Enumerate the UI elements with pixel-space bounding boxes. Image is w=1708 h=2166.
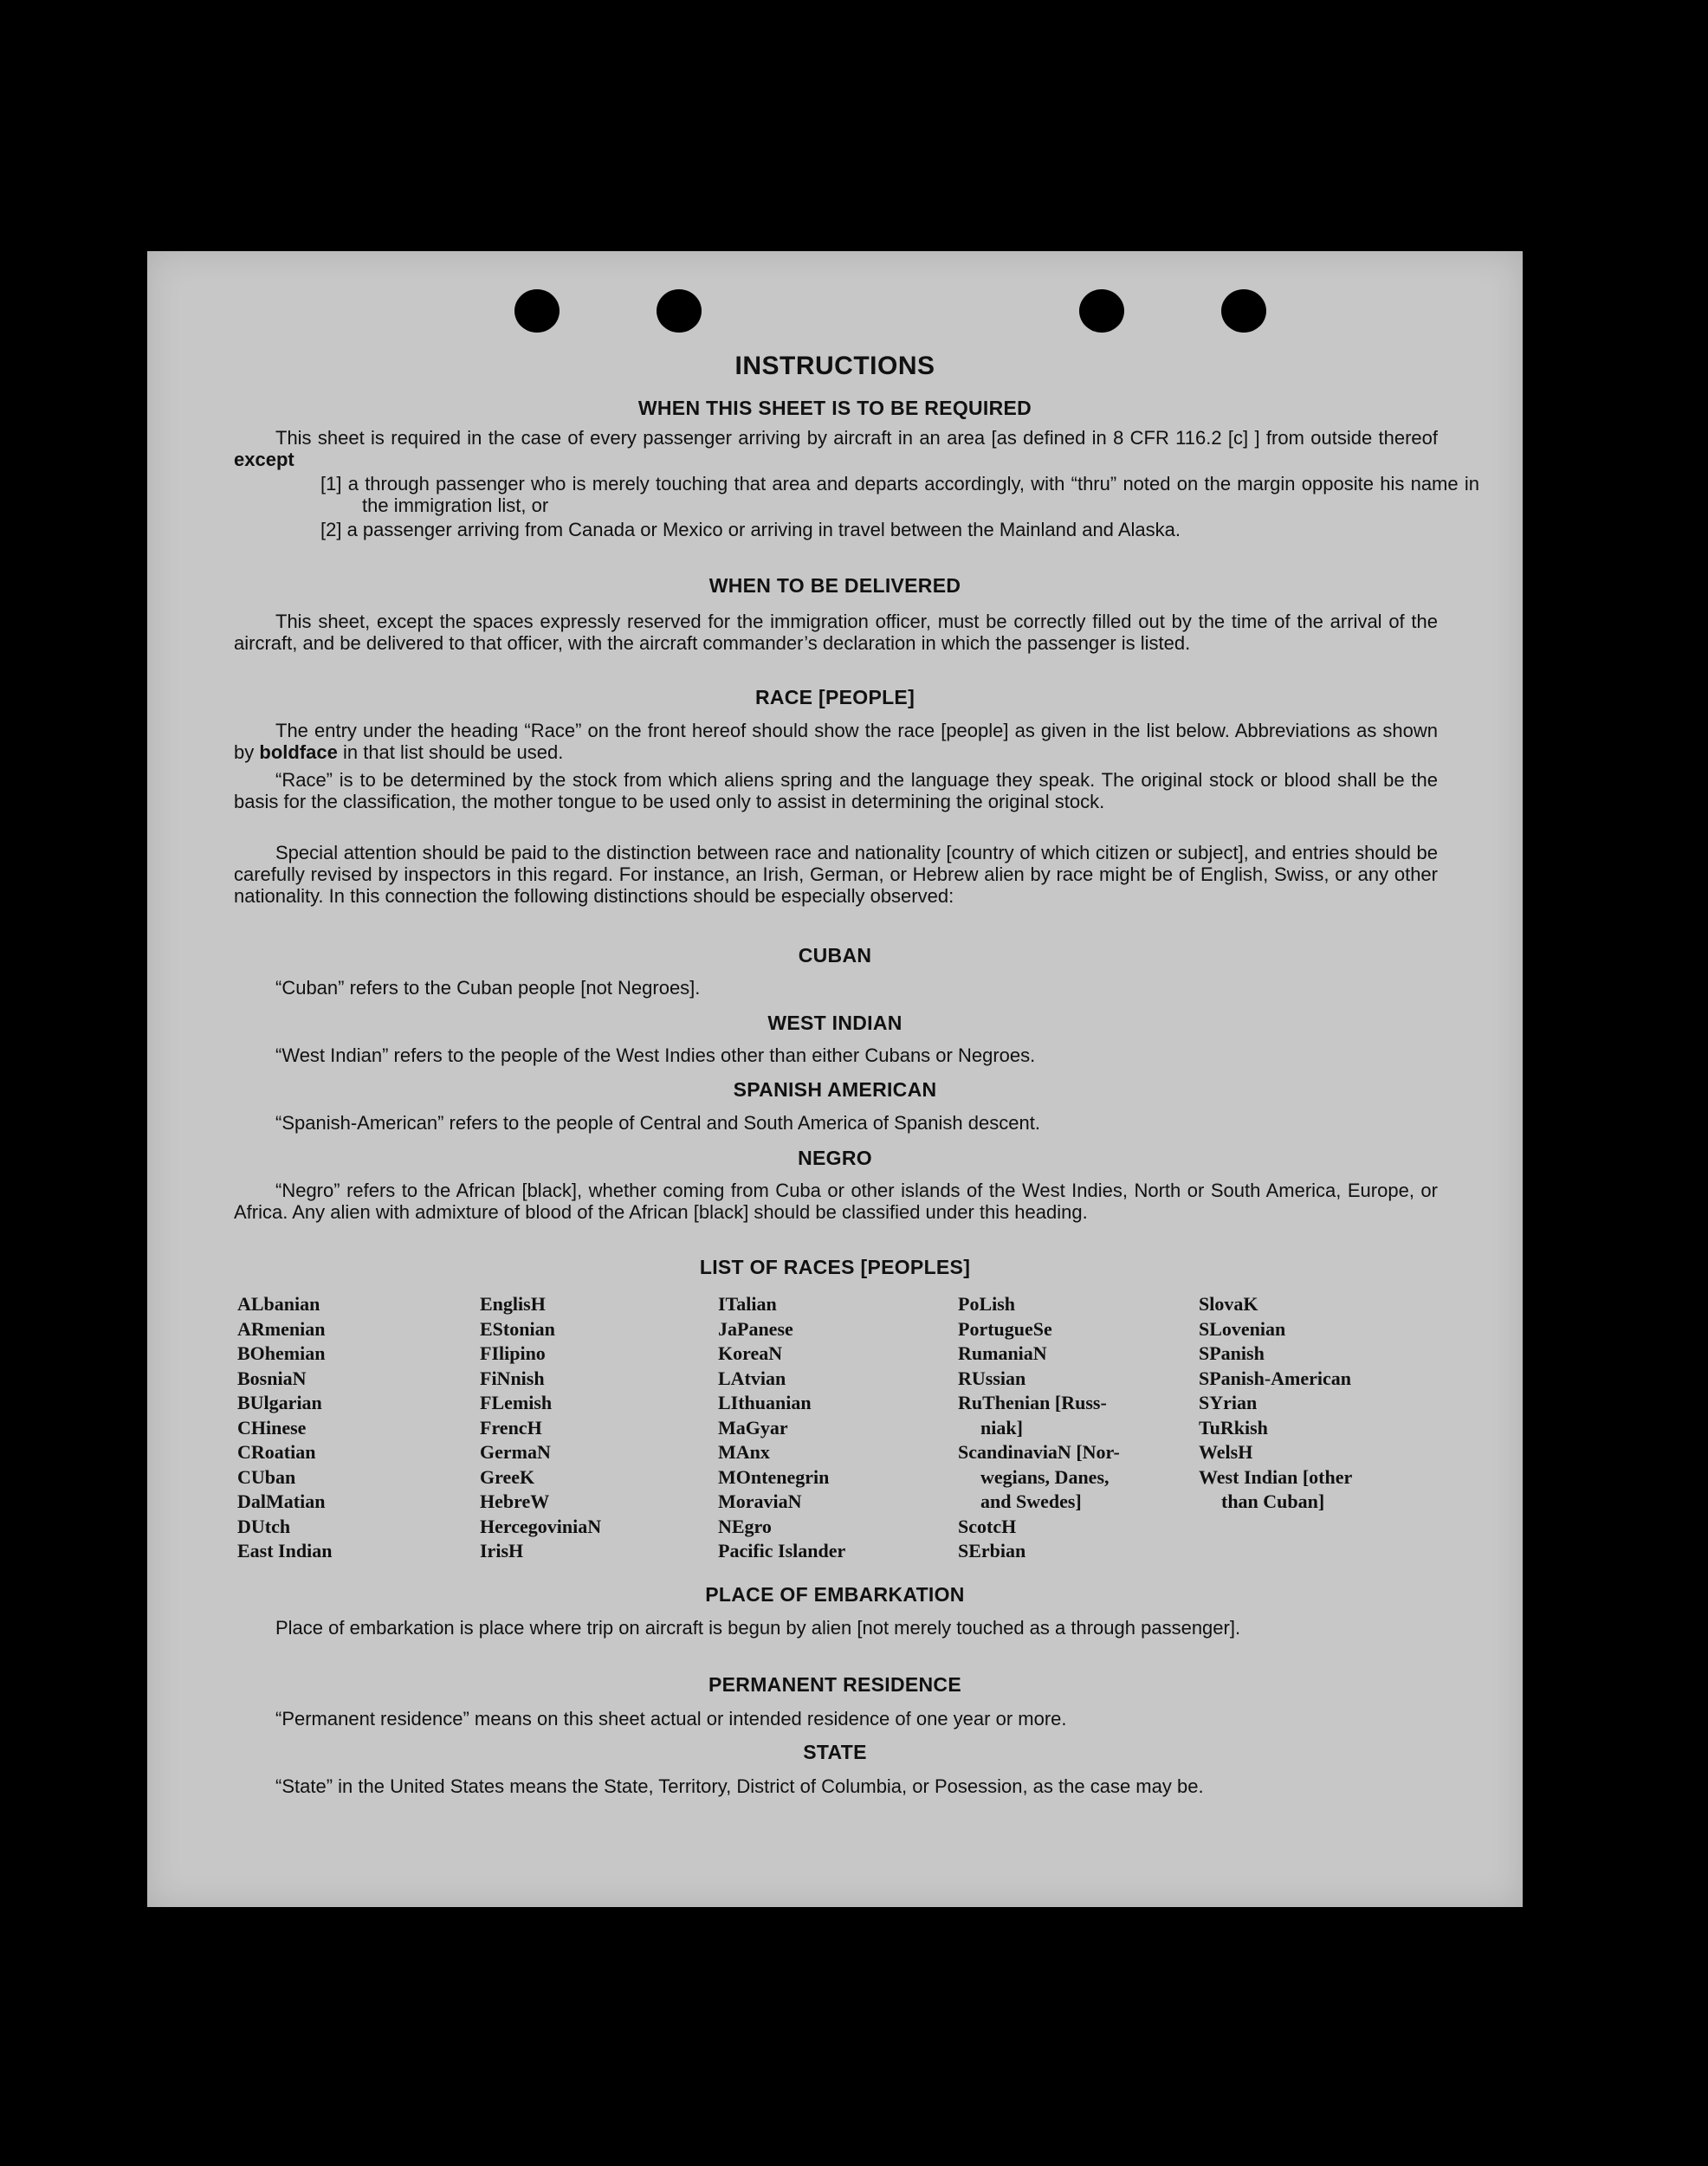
- race-entry: BUlgarian: [237, 1392, 322, 1413]
- race-entry: RumaniaN: [958, 1342, 1047, 1364]
- race-entry: ITalian: [718, 1293, 777, 1315]
- race-entry: EnglisH: [480, 1293, 546, 1315]
- race-entry: EStonian: [480, 1317, 555, 1340]
- races-column-5: [1199, 1292, 1433, 1515]
- race-entry: DalMatian: [237, 1490, 326, 1512]
- race-entry: SLovenian: [1199, 1317, 1286, 1340]
- race-entry: East Indian: [237, 1540, 333, 1561]
- section-heading-negro: NEGRO: [798, 1147, 872, 1169]
- section-heading-west-indian: WEST INDIAN: [767, 1012, 903, 1034]
- races-column-1: [237, 1292, 471, 1564]
- race-entry: than Cuban]: [1221, 1490, 1325, 1512]
- race-entry: SErbian: [958, 1540, 1026, 1561]
- exception-item-2: [2] a passenger arriving from Canada or Mexico or arriving in travel between the Mainland and Alaska.: [320, 519, 1181, 540]
- race-entry: RUssian: [958, 1367, 1026, 1389]
- race-entry: WelsH: [1199, 1441, 1253, 1463]
- race-entry: KoreaN: [718, 1342, 783, 1364]
- race-entry: RuThenian [Russ-: [958, 1392, 1107, 1413]
- race-entry: CHinese: [237, 1416, 307, 1439]
- race-entry: Pacific Islander: [718, 1540, 846, 1561]
- race-paragraph-3: Special attention should be paid to the distinction between race and nationality [country of which citizen or subject], and entries should be carefully revised by inspectors in this regard. For instance, an Irish, German, or Hebrew alien by race might be of English, Swiss, or any other nationality. In this connection the following distinctions should be especially observed:: [234, 842, 1438, 907]
- state-text: “State” in the United States means the State, Territory, District of Columbia, or Posession, as the case may be.: [275, 1775, 1204, 1797]
- race-entry: BOhemian: [237, 1342, 326, 1364]
- section-heading-when-required: WHEN THIS SHEET IS TO BE REQUIRED: [637, 397, 1032, 419]
- section-heading-embarkation: PLACE OF EMBARKATION: [705, 1583, 965, 1606]
- race-entry: FLemish: [480, 1392, 553, 1413]
- when-delivered-text: This sheet, except the spaces expressly reserved for the immigration officer, must be correctly filled out by the time of the arrival of the aircraft, and be delivered to that officer, with the aircraft commander’s declaration in which the passenger is listed.: [234, 611, 1438, 654]
- race-entry: wegians, Danes,: [980, 1465, 1110, 1488]
- race-entry: PortugueSe: [958, 1317, 1052, 1340]
- punch-hole: [657, 289, 702, 333]
- race-entry: SlovaK: [1199, 1293, 1258, 1315]
- section-heading-state: STATE: [803, 1741, 867, 1763]
- section-heading-list-of-races: LIST OF RACES [PEOPLES]: [699, 1256, 971, 1278]
- race-entry: CUban: [237, 1465, 296, 1488]
- race-entry: MOntenegrin: [718, 1465, 830, 1488]
- residence-text: “Permanent residence” means on this sheet actual or intended residence of one year or more.: [275, 1708, 1067, 1730]
- race-entry: TuRkish: [1199, 1416, 1268, 1439]
- race-entry: MoraviaN: [718, 1490, 802, 1512]
- instruction-sheet: [147, 251, 1523, 1907]
- race-entry: MaGyar: [718, 1416, 788, 1439]
- race-entry: HercegoviniaN: [480, 1515, 602, 1537]
- race-entry: and Swedes]: [980, 1490, 1082, 1512]
- race-entry: ScandinaviaN [Nor-: [958, 1441, 1120, 1463]
- race-entry: West Indian [other: [1199, 1465, 1353, 1488]
- race-entry: LIthuanian: [718, 1392, 812, 1413]
- punch-hole: [1079, 289, 1124, 333]
- west-indian-text: “West Indian” refers to the people of the West Indies other than either Cubans or Negroes.: [275, 1044, 1036, 1066]
- race-entry: GermaN: [480, 1441, 551, 1463]
- embarkation-text: Place of embarkation is place where trip on aircraft is begun by alien [not merely touched as a through passenger].: [275, 1617, 1241, 1639]
- section-heading-residence: PERMANENT RESIDENCE: [708, 1673, 961, 1696]
- races-column-2: [480, 1292, 714, 1564]
- race-entry: FiNnish: [480, 1367, 545, 1389]
- punch-hole: [1221, 289, 1266, 333]
- race-entry: SYrian: [1199, 1392, 1258, 1413]
- exception-item-1: [1] a through passenger who is merely touching that area and departs accordingly, with “thru” noted on the margin opposite his name in the immigration list, or: [320, 473, 1479, 516]
- race-entry: LAtvian: [718, 1367, 786, 1389]
- race-entry: JaPanese: [718, 1317, 793, 1340]
- race-entry: SPanish-American: [1199, 1367, 1351, 1389]
- section-heading-spanish-american: SPANISH AMERICAN: [733, 1078, 937, 1101]
- race-paragraph-1: The entry under the heading “Race” on the front hereof should show the race [people] as given in the list below. Abbreviations as shown by boldface in that list should be used.: [234, 720, 1438, 763]
- race-entry: CRoatian: [237, 1441, 316, 1463]
- races-column-3: [718, 1292, 952, 1564]
- race-entry: niak]: [980, 1416, 1023, 1439]
- race-paragraph-2: “Race” is to be determined by the stock from which aliens spring and the language they speak. The original stock or blood shall be the basis for the classification, the mother tongue to be used only to assist in determining the original stock.: [234, 769, 1438, 812]
- race-entry: GreeK: [480, 1465, 535, 1488]
- spanish-american-text: “Spanish-American” refers to the people of Central and South America of Spanish descent.: [275, 1112, 1040, 1134]
- race-entry: ARmenian: [237, 1317, 326, 1340]
- section-heading-when-delivered: WHEN TO BE DELIVERED: [708, 574, 961, 597]
- section-heading-cuban: CUBAN: [798, 944, 872, 967]
- when-required-intro: This sheet is required in the case of every passenger arriving by aircraft in an area [as defined in 8 CFR 116.2 [c] ] from outside thereof except: [234, 427, 1438, 470]
- cuban-text: “Cuban” refers to the Cuban people [not Negroes].: [275, 977, 701, 999]
- race-entry: FrencH: [480, 1416, 542, 1439]
- race-entry: BosniaN: [237, 1367, 307, 1389]
- race-entry: IrisH: [480, 1540, 524, 1561]
- races-column-4: [958, 1292, 1192, 1564]
- section-heading-race: RACE [PEOPLE]: [754, 686, 915, 708]
- race-entry: PoLish: [958, 1293, 1016, 1315]
- race-entry: DUtch: [237, 1515, 291, 1537]
- race-entry: SPanish: [1199, 1342, 1265, 1364]
- race-entry: ALbanian: [237, 1293, 320, 1315]
- race-entry: MAnx: [718, 1441, 770, 1463]
- race-entry: HebreW: [480, 1490, 550, 1512]
- negro-text: “Negro” refers to the African [black], whether coming from Cuba or other islands of the West Indies, North or South America, Europe, or Africa. Any alien with admixture of blood of the African [black] should be classified under this heading.: [234, 1180, 1438, 1223]
- race-entry: ScotcH: [958, 1515, 1017, 1537]
- race-entry: FIlipino: [480, 1342, 546, 1364]
- page-title: INSTRUCTIONS: [734, 352, 935, 380]
- race-entry: NEgro: [718, 1515, 772, 1537]
- punch-hole: [514, 289, 560, 333]
